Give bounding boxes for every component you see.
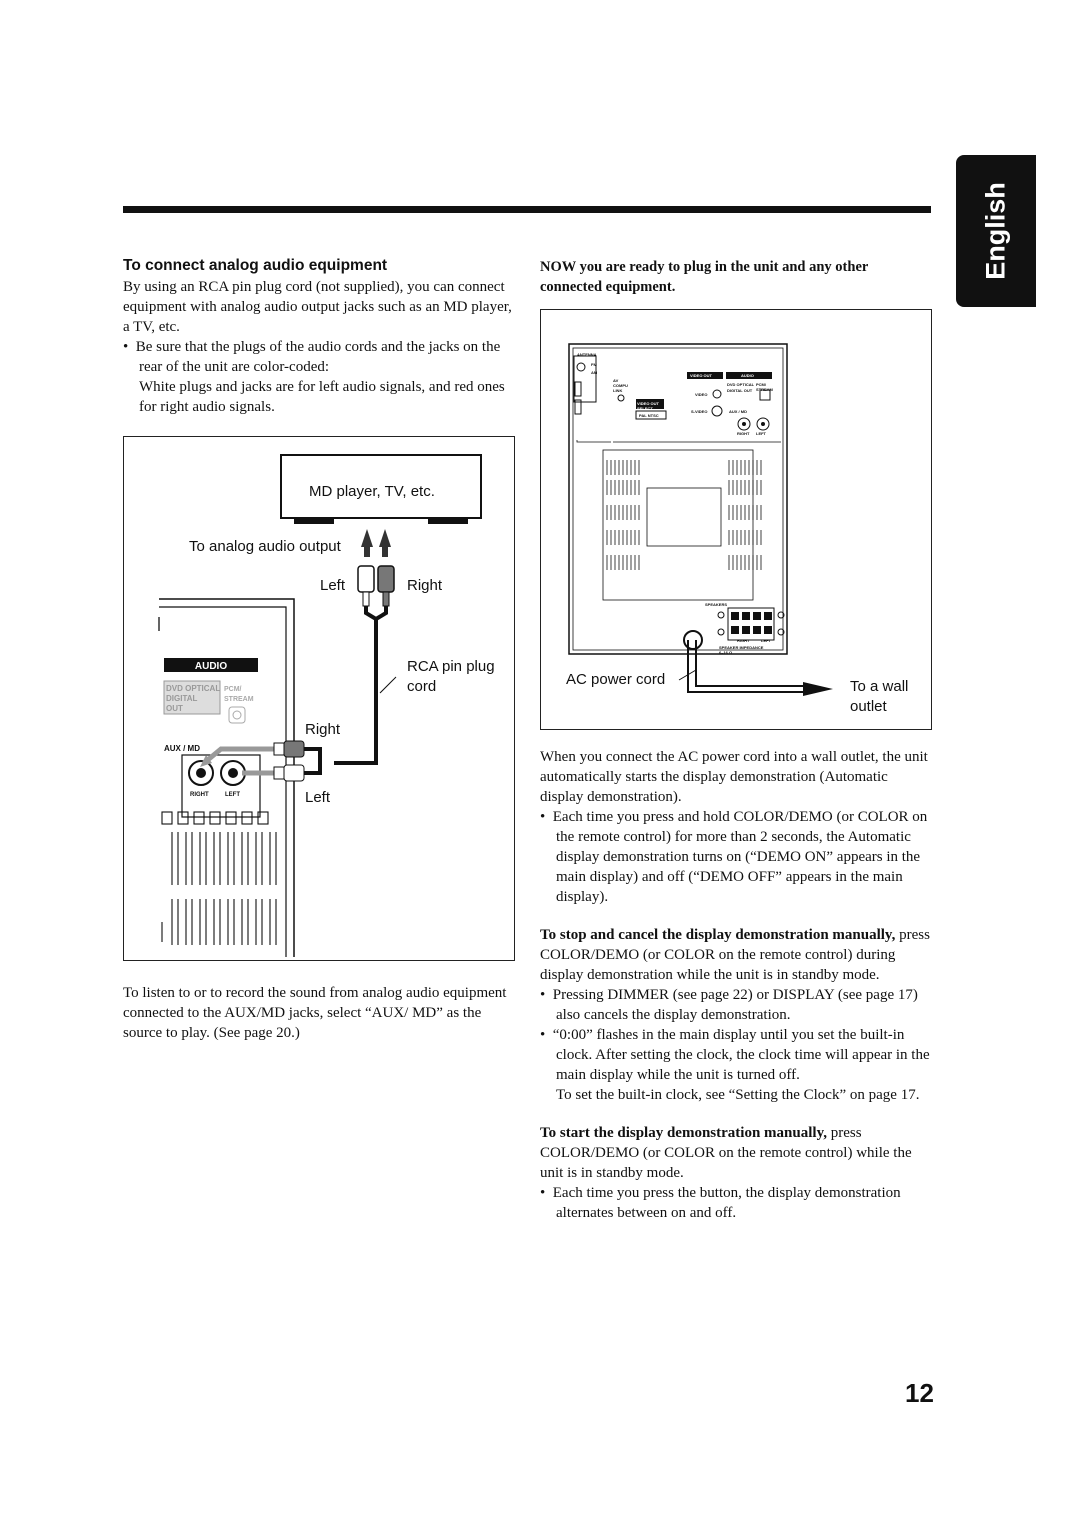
dvd-optical-label: DVD OPTICAL <box>166 684 221 693</box>
left-text-block <box>123 277 515 417</box>
impedance-value-label: 6–16 Ω <box>719 650 733 655</box>
ac-cord-label: AC power cord <box>566 671 666 688</box>
digital-label: DIGITAL <box>166 694 198 703</box>
stop-demo-paragraph <box>540 925 932 985</box>
demo-bullet-2-text: Pressing DIMMER (see page 22) or DISPLAY (see page 17) also cancels the display demonstration. <box>552 987 918 1023</box>
right-jack-label: RIGHT <box>737 431 750 436</box>
dvd-optical-label: DVD OPTICAL <box>727 382 755 387</box>
section-heading: To connect analog audio equipment <box>123 257 388 274</box>
ready-heading: NOW you are ready to plug in the unit and any other connected equipment. <box>540 259 869 295</box>
video-label: VIDEO <box>695 392 708 397</box>
language-tab <box>956 155 1036 307</box>
right-text-block <box>540 747 932 1223</box>
left-jack-label: LEFT <box>756 431 766 436</box>
digital-out-label: DIGITAL OUT <box>727 388 753 393</box>
demo-bullet-4: • Each time you press the button, the display demonstration alternates between on and off. <box>540 1185 901 1221</box>
pcm-label: PCM/ <box>224 686 242 693</box>
stream-label: STREAM <box>224 696 254 703</box>
pal-ntsc-label: PAL NTSC <box>639 413 659 418</box>
demo-intro-paragraph: When you connect the AC power cord into a wall outlet, the unit automatically starts the display demonstration (Automatic display demonstration). <box>540 749 928 805</box>
pcm-stream-label: PCM/ STREAM <box>756 382 773 392</box>
right-plug-label: Right <box>305 721 341 738</box>
analog-connection-figure <box>123 436 515 961</box>
jack-left-label: LEFT <box>225 792 240 798</box>
rear-panel-illustration <box>541 310 931 729</box>
aux-md-label: AUX / MD <box>164 744 200 753</box>
fm-label: FM <box>591 362 597 367</box>
language-tab-label: English <box>980 182 1011 280</box>
video-out-label: VIDEO OUT <box>690 373 713 378</box>
wall-outlet-label-line1: To a wall <box>850 678 909 695</box>
start-demo-paragraph <box>540 1123 932 1183</box>
start-demo-heading: To start the display demonstration manually, <box>540 1125 827 1141</box>
stop-demo-text: press COLOR/DEMO (or COLOR on the remote control) during display demonstration while the unit is in standby mode. <box>540 927 930 983</box>
right-top-label: Right <box>407 577 443 594</box>
video-out-select-label: VIDEO OUT SELECT <box>637 401 660 411</box>
color-code-note: White plugs and jacks are for left audio signals, and red ones for right audio signals. <box>139 379 505 415</box>
out-label: OUT <box>166 704 183 713</box>
output-label: To analog audio output <box>189 538 341 555</box>
am-label: AM <box>591 370 598 375</box>
demo-bullet-3: • “0:00” flashes in the main display until you set the built-in clock. After setting the clock, the clock time will appear in the main display while the unit is turned off. <box>540 1027 930 1083</box>
rear-panel-figure <box>540 309 932 730</box>
jack-right-label: RIGHT <box>190 792 209 798</box>
demo-bullet-2: • Pressing DIMMER (see page 22) or DISPLAY (see page 17) also cancels the display demonstration. <box>540 987 918 1023</box>
audio-label: AUDIO <box>741 373 754 378</box>
demo-bullet-1-text: Each time you press and hold COLOR/DEMO (or COLOR on the remote control) for more than 2 seconds, the Automatic display demonstration turns on (“DEMO ON” appears in the main display) and off (“DEMO OFF” appears in the main display). <box>552 809 928 905</box>
speakers-label: SPEAKERS <box>705 602 728 607</box>
demo-bullet-4-text: Each time you press the button, the display demonstration alternates between on and off. <box>552 1185 901 1221</box>
antenna-label: ANTENNA <box>577 352 597 357</box>
stop-demo-heading: To stop and cancel the display demonstration manually, <box>540 927 896 943</box>
intro-paragraph: By using an RCA pin plug cord (not supplied), you can connect equipment with analog audio output jacks such as an MD player, a TV, etc. <box>123 279 512 335</box>
header-rule <box>123 206 931 213</box>
analog-connection-illustration <box>124 437 514 960</box>
color-code-bullet-text: Be sure that the plugs of the audio cords and the jacks on the rear of the unit are color-coded: <box>135 339 501 375</box>
av-compu-link-label: AV COMPU LINK <box>613 378 628 393</box>
speaker-impedance-label: SPEAKER IMPEDANCE <box>719 645 764 650</box>
speaker-left-label: LEFT <box>761 638 771 643</box>
aux-md-label: AUX / MD <box>729 409 747 414</box>
clock-note: To set the built-in clock, see “Setting the Clock” on page 17. <box>556 1087 920 1103</box>
wall-outlet-label-line2: outlet <box>850 698 887 715</box>
demo-bullet-3-text: “0:00” flashes in the main display until you set the built-in clock. After setting the clock, the clock time will appear in the main display while the unit is turned off. <box>552 1027 930 1083</box>
closing-paragraph: To listen to or to record the sound from analog audio equipment connected to the AUX/MD jacks, select “AUX/ MD” as the source to play. (See page 20.) <box>123 985 507 1041</box>
rca-label-line1: RCA pin plug <box>407 658 495 675</box>
demo-bullet-1: • Each time you press and hold COLOR/DEMO (or COLOR on the remote control) for more than 2 seconds, the Automatic display demonstration turns on (“DEMO ON” appears in the main display) and off (“DEMO OFF” appears in the main display). <box>540 809 928 905</box>
speaker-right-label: RIGHT <box>737 638 750 643</box>
left-plug-label: Left <box>305 789 331 806</box>
device-label: MD player, TV, etc. <box>309 483 435 500</box>
left-top-label: Left <box>320 577 346 594</box>
audio-badge-label: AUDIO <box>194 661 228 672</box>
start-demo-text: press COLOR/DEMO (or COLOR on the remote control) while the unit is in standby mode. <box>540 1125 912 1181</box>
page-number: 12 <box>905 1378 934 1408</box>
rca-label-line2: cord <box>407 678 437 695</box>
color-code-bullet: • Be sure that the plugs of the audio cords and the jacks on the rear of the unit are color-coded: <box>123 339 501 375</box>
s-video-label: S-VIDEO <box>691 409 708 414</box>
